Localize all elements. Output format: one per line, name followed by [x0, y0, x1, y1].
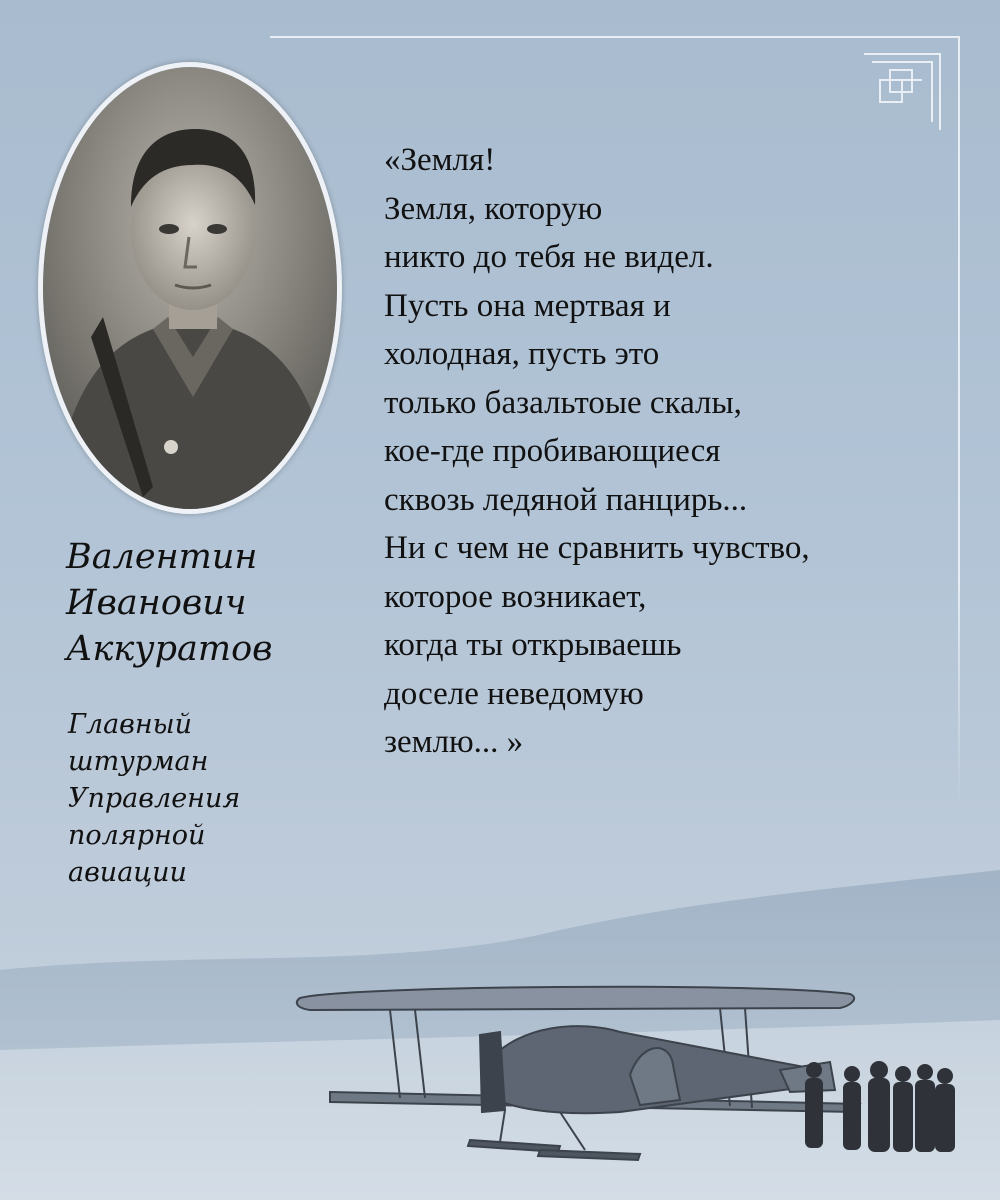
- title-line: Управления: [68, 783, 241, 814]
- name-line-first: Валентин: [66, 537, 258, 577]
- title-line: авиации: [68, 857, 187, 888]
- title-line: штурман: [68, 746, 209, 777]
- corner-ornament-icon: [862, 52, 942, 132]
- quote-text: [384, 136, 944, 767]
- portrait-photo: [38, 62, 342, 514]
- quote-line: Земля, которую: [384, 190, 603, 227]
- biplane-on-ice-photo: [0, 820, 1000, 1200]
- quote-line: доселе неведомую: [384, 675, 644, 712]
- title-line: Главный: [68, 709, 193, 740]
- name-line-patronymic: Иванович: [66, 583, 247, 623]
- quote-line: землю... »: [384, 724, 524, 760]
- quote-line: «Земля!: [384, 142, 496, 178]
- quote-line: кое-где пробивающиеся: [384, 433, 721, 469]
- title-line: полярной: [68, 820, 206, 851]
- quote-line: только базальтоые скалы,: [384, 384, 742, 421]
- frame-right-line: [958, 36, 960, 806]
- quote-line: Ни с чем не сравнить чувство,: [384, 530, 810, 566]
- name-line-surname: Аккуратов: [66, 629, 273, 669]
- person-name: [66, 534, 336, 672]
- quote-line: которое возникает,: [384, 578, 647, 615]
- quote-line: холодная, пусть это: [384, 336, 660, 372]
- quote-line: когда ты открываешь: [384, 627, 682, 663]
- quote-line: Пусть она мертвая и: [384, 287, 671, 324]
- quote-line: никто до тебя не видел.: [384, 239, 714, 275]
- quote-line: сквозь ледяной панцирь...: [384, 481, 748, 518]
- frame-top-line: [270, 36, 960, 38]
